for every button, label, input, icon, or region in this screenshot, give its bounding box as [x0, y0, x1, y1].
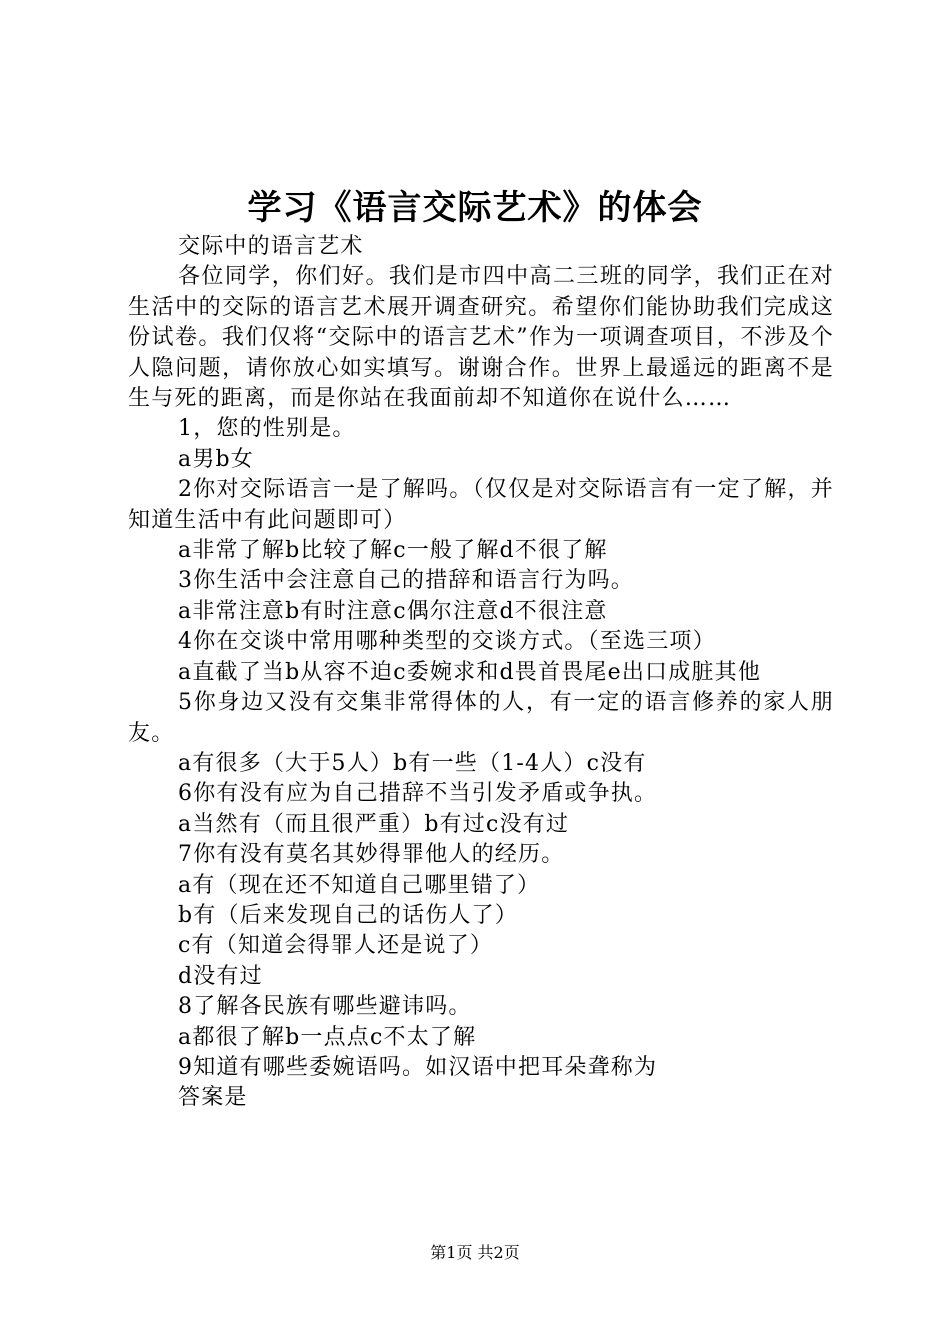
paragraph: d没有过: [178, 963, 263, 989]
paragraph: 5你身边又没有交集非常得体的人，有一定的语言修养的家人朋友。: [128, 690, 834, 746]
paragraph: 2你对交际语言一是了解吗。（仅仅是对交际语言有一定了解，并知道生活中有此问题即可）: [128, 477, 834, 533]
document-body: [128, 232, 834, 1114]
paragraph: b有（后来发现自己的话伤人了）: [178, 902, 519, 928]
paragraph: a当然有（而且很严重）b有过c没有过: [178, 811, 570, 837]
page-footer: 第1页 共2页: [430, 1243, 520, 1262]
paragraph: a有（现在还不知道自己哪里错了）: [178, 872, 541, 898]
paragraph: a男b女: [178, 446, 254, 472]
paragraph: 7你有没有莫名其妙得罪他人的经历。: [178, 842, 565, 868]
document-title: 学习《语言交际艺术》的体会: [247, 188, 703, 228]
paragraph: 3你生活中会注意自己的措辞和语言行为吗。: [178, 568, 634, 594]
paragraph: 4你在交谈中常用哪种类型的交谈方式。（至选三项）: [178, 629, 716, 655]
paragraph: a直截了当b从容不迫c委婉求和d畏首畏尾e出口成脏其他: [178, 659, 762, 685]
paragraph: 1，您的性别是。: [178, 416, 356, 442]
paragraph: 答案是: [178, 1085, 248, 1111]
paragraph: 各位同学，你们好。我们是市四中高二三班的同学，我们正在对生活中的交际的语言艺术展开调查研究。希望你们能协助我们完成这份试卷。我们仅将“交际中的语言艺术”作为一项调查项目，不涉及个人隐问题，请你放心如实填写。谢谢合作。世界上最遥远的距离不是生与死的距离，而是你站在我面前却不知道你在说什么……: [128, 264, 834, 412]
paragraph: a非常了解b比较了解c一般了解d不很了解: [178, 538, 608, 564]
paragraph: a有很多（大于5人）b有一些（1-4人）c没有: [178, 750, 647, 776]
paragraph: 9知道有哪些委婉语吗。如汉语中把耳朵聋称为: [178, 1054, 658, 1080]
paragraph: 8了解各民族有哪些避讳吗。: [178, 994, 472, 1020]
paragraph: c有（知道会得罪人还是说了）: [178, 933, 494, 959]
paragraph: 交际中的语言艺术: [178, 234, 364, 259]
paragraph: a非常注意b有时注意c偶尔注意d不很注意: [178, 598, 608, 624]
paragraph: a都很了解b一点点c不太了解: [178, 1024, 477, 1050]
paragraph: 6你有没有应为自己措辞不当引发矛盾或争执。: [178, 781, 658, 807]
